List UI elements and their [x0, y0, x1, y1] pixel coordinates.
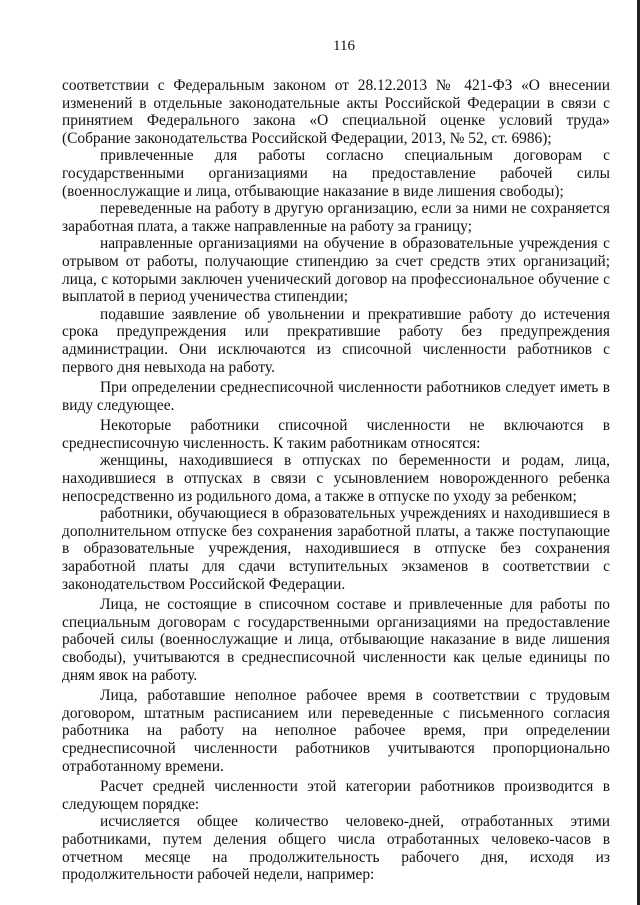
paragraph: Лица, работавшие неполное рабочее время в соответствии с трудовым договором, штатным расписанием или переведенные с письменного согласия работника на работу на неполное рабочее время, при определении среднесписочной численности работников учитываются пропорционально отработанному времени. [62, 687, 610, 775]
paragraph: Лица, не состоящие в списочном составе и привлеченные для работы по специальным договорам с государственными организациями на предоставление рабочей силы (военнослужащие и лица, отбывающие наказание в виде лишения свободы), учитываются в среднесписочной численности как целые единицы по дням явок на работу. [62, 596, 610, 684]
paragraph: привлеченные для работы согласно специальным договорам с государственными организациями на предоставление рабочей силы (военнослужащие и лица, отбывающие наказание в виде лишения свободы); [62, 147, 610, 200]
document-body [62, 77, 610, 884]
paragraph: Расчет средней численности этой категории работников производится в следующем порядке: [62, 778, 610, 813]
paragraph: работники, обучающиеся в образовательных учреждениях и находившиеся в дополнительном отпуске без сохранения заработной платы, а также поступающие в образовательные учреждения, находившиеся в отпуске без сохранения заработной платы для сдачи вступительных экзаменов в соответствии с законодательством Российской Федерации. [62, 505, 610, 593]
paragraph: женщины, находившиеся в отпусках по беременности и родам, лица, находившиеся в отпусках в связи с усыновлением новорожденного ребенка непосредственно из родильного дома, а также в отпуске по уходу за ребенком; [62, 452, 610, 505]
paragraph: Некоторые работники списочной численности не включаются в среднесписочную численность. К таким работникам относятся: [62, 417, 610, 452]
paragraph: переведенные на работу в другую организацию, если за ними не сохраняется заработная плата, а также направленные на работу за границу; [62, 200, 610, 235]
paragraph: исчисляется общее количество человеко-дней, отработанных этими работниками, путем деления общего числа отработанных человеко-часов в отчетном месяце на продолжительность рабочего дня, исходя из продолжительности рабочей недели, например: [62, 813, 610, 884]
paragraph: При определении среднесписочной численности работников следует иметь в виду следующее. [62, 379, 610, 414]
paragraph: направленные организациями на обучение в образовательные учреждения с отрывом от работы, получающие стипендию за счет средств этих организаций; лица, с которыми заключен ученический договор на профессиональное обучение с выплатой в период ученичества стипендии; [62, 235, 610, 306]
page-number: 116 [333, 38, 355, 54]
paragraph: соответствии с Федеральным законом от 28.12.2013 № 421-ФЗ «О внесении изменений в отдельные законодательные акты Российской Федерации в связи с принятием Федерального закона «О специальной оценке условий труда» (Собрание законодательства Российской Федерации, 2013, № 52, ст. 6986); [62, 77, 610, 147]
paragraph: подавшие заявление об увольнении и прекратившие работу до истечения срока предупреждения или прекратившие работу без предупреждения администрации. Они исключаются из списочной численности работников с первого дня невыхода на работу. [62, 305, 610, 376]
